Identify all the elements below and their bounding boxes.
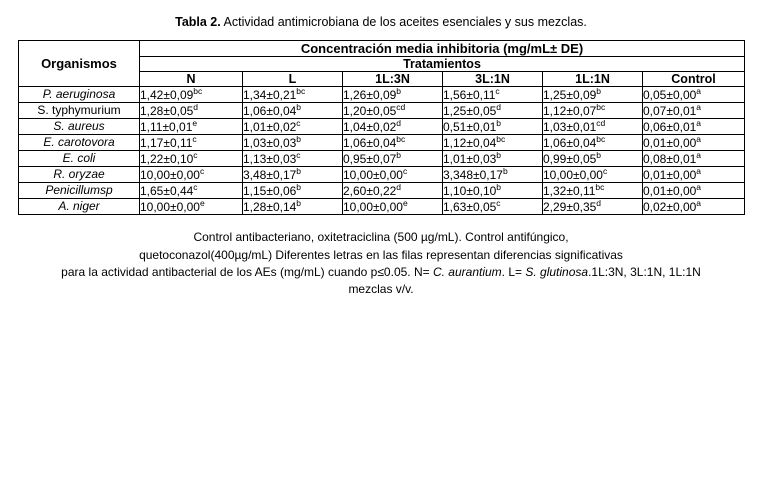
significance-letter: bc <box>396 133 406 144</box>
column-header-l: L <box>243 72 343 87</box>
organisms-header: Organismos <box>19 41 140 87</box>
significance-letter: bc <box>193 85 203 96</box>
value-cell <box>543 87 643 103</box>
significance-letter: b <box>596 149 602 160</box>
table-row <box>19 151 745 167</box>
value-cell <box>243 103 343 119</box>
significance-letter: d <box>193 101 199 112</box>
significance-letter: a <box>696 117 702 128</box>
value-cell <box>140 151 243 167</box>
value-cell <box>543 103 643 119</box>
organism-name-cell: E. coli <box>19 151 140 167</box>
significance-letter: a <box>696 181 702 192</box>
value-text: 1,26±0,09 <box>343 87 397 102</box>
caption-text: Actividad antimicrobiana de los aceites esenciales y sus mezclas. <box>220 15 587 29</box>
table-row <box>19 183 745 199</box>
table-row <box>19 135 745 151</box>
table-body <box>19 87 745 215</box>
value-cell <box>243 199 343 215</box>
value-text: 2,60±0,22 <box>343 183 397 198</box>
footnote-line-3-part-b: . L= <box>501 265 526 280</box>
value-cell <box>243 183 343 199</box>
value-text: 1,13±0,03 <box>243 151 297 166</box>
value-cell <box>140 135 243 151</box>
column-header-n: N <box>140 72 243 87</box>
table-footnote <box>0 215 762 299</box>
significance-letter: b <box>596 85 602 96</box>
value-cell <box>243 87 343 103</box>
value-text: 10,00±0,00 <box>140 167 200 182</box>
significance-letter: b <box>396 85 402 96</box>
significance-letter: c <box>296 149 301 160</box>
value-text: 3,348±0,17 <box>443 167 503 182</box>
value-text: 0,99±0,05 <box>543 151 597 166</box>
value-text: 1,01±0,02 <box>243 119 297 134</box>
value-text: 1,12±0,07 <box>543 103 597 118</box>
significance-letter: c <box>193 181 198 192</box>
value-text: 1,63±0,05 <box>443 199 497 214</box>
group-header: Concentración media inhibitoria (mg/mL± DE) <box>140 41 745 57</box>
table-row <box>19 167 745 183</box>
value-cell <box>443 87 543 103</box>
value-text: 3,48±0,17 <box>243 167 297 182</box>
value-cell <box>343 119 443 135</box>
value-cell <box>140 103 243 119</box>
significance-letter: cd <box>396 101 406 112</box>
value-cell <box>140 119 243 135</box>
significance-letter: b <box>296 133 302 144</box>
significance-letter: c <box>602 165 608 176</box>
column-header-3l1n: 3L:1N <box>443 72 543 87</box>
value-cell <box>443 119 543 135</box>
table-row <box>19 119 745 135</box>
value-cell <box>543 199 643 215</box>
value-text: 1,25±0,05 <box>443 103 497 118</box>
value-cell <box>643 103 745 119</box>
value-text: 1,25±0,09 <box>543 87 597 102</box>
subgroup-header: Tratamientos <box>140 57 745 72</box>
value-text: 1,17±0,11 <box>140 135 193 150</box>
significance-letter: bc <box>595 181 605 192</box>
significance-letter: b <box>296 181 302 192</box>
value-cell <box>243 151 343 167</box>
value-cell <box>543 167 643 183</box>
value-text: 1,06±0,04 <box>243 103 297 118</box>
significance-letter: e <box>192 117 198 128</box>
footnote-line-1: Control antibacteriano, oxitetraciclina (500 µg/mL). Control antifúngico, <box>193 230 569 245</box>
value-cell <box>343 199 443 215</box>
table-caption <box>0 0 762 40</box>
significance-letter: b <box>296 101 302 112</box>
value-cell <box>443 103 543 119</box>
organism-name-cell: S. typhymurium <box>19 103 140 119</box>
organism-name-cell: R. oryzae <box>19 167 140 183</box>
value-cell <box>543 183 643 199</box>
table-header-row-group <box>19 41 745 57</box>
value-text: 1,06±0,04 <box>543 135 597 150</box>
significance-letter: d <box>396 181 402 192</box>
significance-letter: a <box>696 149 702 160</box>
footnote-line-3-part-a: para la actividad antibacterial de los AEs (mg/mL) cuando p≤0.05. N= <box>61 265 433 280</box>
footnote-line-2: quetoconazol(400µg/mL) Diferentes letras en las filas representan diferencias significativas <box>139 247 623 262</box>
significance-letter: bc <box>596 133 606 144</box>
organism-name-cell: S. aureus <box>19 119 140 135</box>
value-cell <box>643 135 745 151</box>
value-text: 1,56±0,11 <box>443 87 496 102</box>
value-text: 0,05±0,00 <box>643 87 697 102</box>
value-text: 0,01±0,00 <box>643 135 697 150</box>
value-cell <box>543 151 643 167</box>
value-text: 1,06±0,04 <box>343 135 397 150</box>
value-text: 0,07±0,01 <box>643 103 697 118</box>
value-cell <box>140 87 243 103</box>
significance-letter: c <box>296 117 301 128</box>
significance-letter: c <box>495 85 500 96</box>
value-cell <box>243 119 343 135</box>
value-text: 1,65±0,44 <box>140 183 194 198</box>
significance-letter: c <box>402 165 408 176</box>
value-cell <box>343 135 443 151</box>
value-text: 0,06±0,01 <box>643 119 697 134</box>
significance-letter: bc <box>296 85 306 96</box>
value-cell <box>243 167 343 183</box>
column-header-1l1n: 1L:1N <box>543 72 643 87</box>
value-text: 1,22±0,10 <box>140 151 194 166</box>
organism-name-cell: E. carotovora <box>19 135 140 151</box>
value-text: 1,10±0,10 <box>443 183 497 198</box>
significance-letter: b <box>496 181 502 192</box>
value-cell <box>543 135 643 151</box>
value-text: 1,01±0,03 <box>443 151 497 166</box>
value-cell <box>243 135 343 151</box>
footnote-species-1: C. aurantium <box>432 265 502 280</box>
significance-letter: c <box>496 197 501 208</box>
value-text: 0,02±0,00 <box>643 199 697 214</box>
caption-label: Tabla 2. <box>175 15 221 29</box>
significance-letter: a <box>696 85 702 96</box>
value-cell <box>543 119 643 135</box>
value-text: 1,03±0,03 <box>243 135 297 150</box>
table-container <box>0 40 762 215</box>
table-row <box>19 199 745 215</box>
significance-letter: d <box>396 117 402 128</box>
value-cell <box>643 167 745 183</box>
value-text: 2,29±0,35 <box>543 199 597 214</box>
table-row <box>19 103 745 119</box>
footnote-line-3-part-c: .1L:3N, 3L:1N, 1L:1N mezclas v/v. <box>348 265 701 297</box>
value-text: 0,08±0,01 <box>643 151 697 166</box>
significance-letter: cd <box>596 117 606 128</box>
value-cell <box>343 167 443 183</box>
value-cell <box>343 151 443 167</box>
significance-letter: b <box>296 197 302 208</box>
value-text: 1,42±0,09 <box>140 87 194 102</box>
significance-letter: b <box>496 149 502 160</box>
value-text: 1,28±0,05 <box>140 103 194 118</box>
value-cell <box>343 183 443 199</box>
value-cell <box>443 167 543 183</box>
value-text: 10,00±0,00 <box>543 167 603 182</box>
value-cell <box>643 151 745 167</box>
significance-letter: e <box>402 197 408 208</box>
significance-letter: b <box>396 149 402 160</box>
value-cell <box>643 119 745 135</box>
significance-letter: d <box>496 101 502 112</box>
table-row <box>19 87 745 103</box>
value-text: 1,15±0,06 <box>243 183 297 198</box>
significance-letter: c <box>193 149 198 160</box>
value-cell <box>643 183 745 199</box>
value-text: 10,00±0,00 <box>343 199 403 214</box>
value-cell <box>443 199 543 215</box>
value-text: 1,32±0,11 <box>543 183 596 198</box>
value-text: 0,51±0,01 <box>443 119 497 134</box>
significance-letter: b <box>502 165 508 176</box>
value-text: 1,20±0,05 <box>343 103 397 118</box>
value-text: 1,04±0,02 <box>343 119 397 134</box>
organism-name-cell: A. niger <box>19 199 140 215</box>
value-cell <box>643 199 745 215</box>
significance-letter: e <box>199 197 205 208</box>
value-cell <box>443 183 543 199</box>
antimicrobial-activity-table <box>18 40 745 215</box>
value-cell <box>140 199 243 215</box>
significance-letter: bc <box>596 101 606 112</box>
value-cell <box>343 103 443 119</box>
column-header-control: Control <box>643 72 745 87</box>
value-cell <box>443 135 543 151</box>
value-text: 0,01±0,00 <box>643 183 697 198</box>
significance-letter: d <box>596 197 602 208</box>
value-text: 1,11±0,01 <box>140 119 193 134</box>
significance-letter: c <box>199 165 205 176</box>
significance-letter: a <box>696 101 702 112</box>
value-text: 1,34±0,21 <box>243 87 297 102</box>
significance-letter: bc <box>496 133 506 144</box>
significance-letter: c <box>192 133 197 144</box>
significance-letter: a <box>696 165 702 176</box>
value-text: 1,12±0,04 <box>443 135 497 150</box>
value-cell <box>140 183 243 199</box>
value-cell <box>343 87 443 103</box>
significance-letter: b <box>496 117 502 128</box>
organism-name-cell: P. aeruginosa <box>19 87 140 103</box>
value-cell <box>140 167 243 183</box>
value-text: 0,95±0,07 <box>343 151 397 166</box>
value-text: 0,01±0,00 <box>643 167 697 182</box>
value-text: 10,00±0,00 <box>343 167 403 182</box>
organism-name-cell: Penicillumsp <box>19 183 140 199</box>
significance-letter: b <box>296 165 302 176</box>
value-text: 1,28±0,14 <box>243 199 297 214</box>
value-text: 10,00±0,00 <box>140 199 200 214</box>
significance-letter: a <box>696 197 702 208</box>
value-text: 1,03±0,01 <box>543 119 597 134</box>
value-cell <box>643 87 745 103</box>
footnote-species-2: S. glutinosa <box>525 265 589 280</box>
column-header-1l3n: 1L:3N <box>343 72 443 87</box>
significance-letter: a <box>696 133 702 144</box>
value-cell <box>443 151 543 167</box>
